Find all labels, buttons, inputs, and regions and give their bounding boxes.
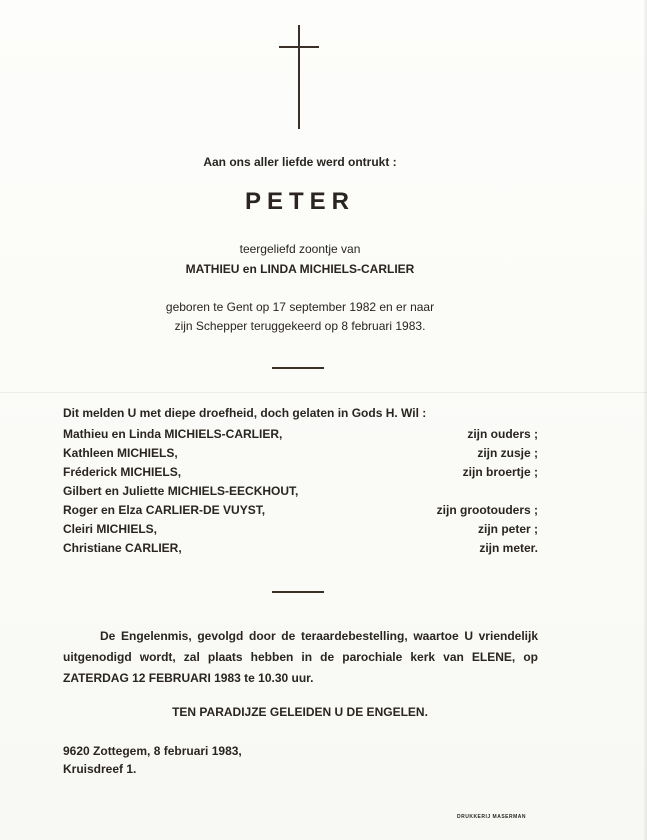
- address-line-1: 9620 Zottegem, 8 februari 1983,: [63, 744, 242, 758]
- relative-name: Gilbert en Juliette MICHIELS-EECKHOUT,: [63, 484, 299, 498]
- subtitle-text: teergeliefd zoontje van: [239, 242, 361, 256]
- address-block: [63, 742, 242, 778]
- relative-row: [63, 444, 538, 463]
- relative-name: Fréderick MICHIELS,: [63, 465, 182, 479]
- divider-bottom: [272, 591, 324, 593]
- cross-horizontal-bar: [279, 46, 319, 48]
- page-edge-shadow: [643, 0, 647, 840]
- angels-line: TEN PARADIJZE GELEIDEN U DE ENGELEN.: [172, 705, 428, 719]
- relative-name: Roger en Elza CARLIER-DE VUYST,: [63, 503, 266, 517]
- relative-row: [63, 539, 538, 558]
- address-line-2: Kruisdreef 1.: [63, 762, 137, 776]
- relative-row: [63, 482, 538, 501]
- intro-text: Aan ons aller liefde werd ontrukt :: [203, 155, 397, 169]
- relative-name: Mathieu en Linda MICHIELS-CARLIER,: [63, 427, 283, 441]
- parents-names: MATHIEU en LINDA MICHIELS-CARLIER: [185, 262, 415, 276]
- relative-name: Cleiri MICHIELS,: [63, 522, 158, 536]
- cross-icon: [270, 25, 330, 129]
- notice-text: Dit melden U met diepe droefheid, doch gelaten in Gods H. Wil :: [63, 406, 427, 420]
- relatives-list: [63, 425, 538, 558]
- divider-top: [272, 367, 324, 369]
- relative-name: Kathleen MICHIELS,: [63, 446, 178, 460]
- relative-role: zijn broertje ;: [462, 465, 538, 479]
- relative-name: Christiane CARLIER,: [63, 541, 182, 555]
- birth-line-1: geboren te Gent op 17 september 1982 en er naar: [165, 300, 435, 314]
- relative-role: zijn peter ;: [477, 522, 538, 536]
- relative-row: [63, 425, 538, 444]
- mass-paragraph: De Engelenmis, gevolgd door de teraardebestelling, waartoe U vriendelijk uitgenodigd wordt, zal plaats hebben in de parochiale kerk van ELENE, op ZATERDAG 12 FEBRUARI 1983 te 10.30 uur.: [63, 629, 538, 685]
- fold-line: [0, 392, 647, 393]
- relative-role: zijn meter.: [479, 541, 538, 555]
- relative-role: zijn zusje ;: [477, 446, 538, 460]
- cross-vertical-bar: [298, 25, 300, 129]
- birth-line-2: zijn Schepper teruggekeerd op 8 februari 1983.: [174, 319, 426, 333]
- relative-row: [63, 520, 538, 539]
- printer-mark: DRUKKERIJ MASERMAN: [457, 814, 527, 820]
- deceased-name: PETER: [244, 188, 355, 215]
- relative-row: [63, 463, 538, 482]
- relative-role: zijn ouders ;: [467, 427, 538, 441]
- relative-role: zijn grootouders ;: [436, 503, 538, 517]
- relative-row: [63, 501, 538, 520]
